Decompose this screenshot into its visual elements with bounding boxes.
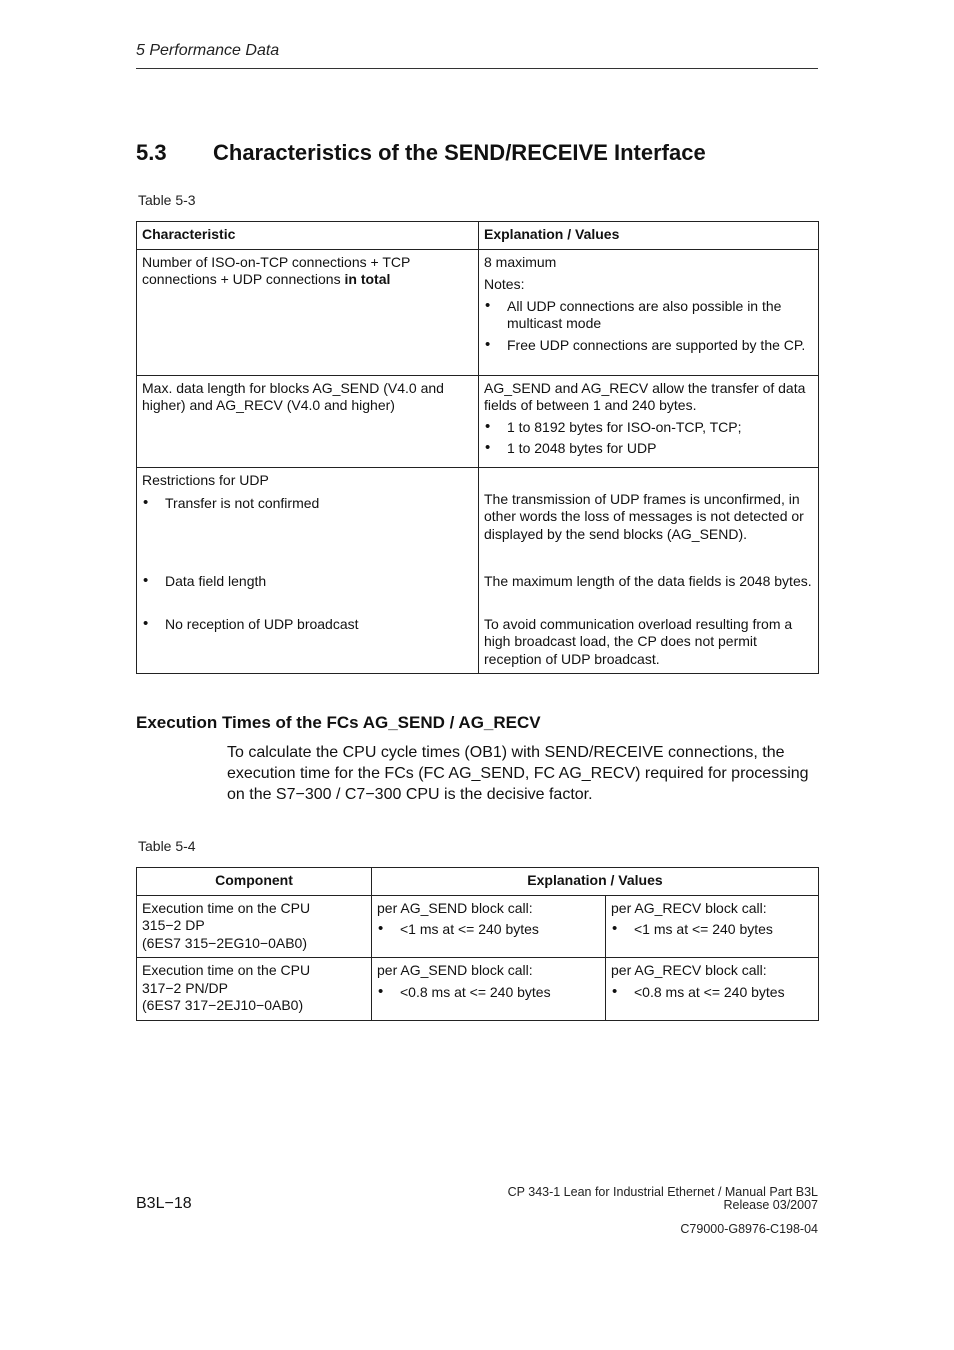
footer-release: Release 03/2007	[723, 1198, 818, 1212]
row3-explanation-3: To avoid communication overload resulting from a high broadcast load, the CP does not permit reception of UDP broadcast.	[484, 615, 793, 667]
cell-component	[137, 895, 372, 958]
component-line: 317−2 PN/DP	[142, 979, 228, 996]
cell-explanation	[479, 249, 819, 375]
cell-explanation	[479, 375, 819, 467]
table-header-row	[137, 222, 819, 250]
page-number: B3L−18	[136, 1195, 192, 1212]
section-heading	[136, 140, 818, 166]
list-item: • <1 ms at <= 240 bytes	[611, 921, 813, 939]
section-number: 5.3	[136, 140, 167, 165]
row3-restriction-list	[142, 495, 473, 634]
footer-order-code: C79000-G8976-C198-04	[680, 1222, 818, 1236]
header-explanation: Explanation / Values	[372, 868, 819, 896]
footer-manual-title: CP 343-1 Lean for Industrial Ethernet / Manual Part B3L	[507, 1185, 818, 1199]
send-list	[377, 984, 600, 1002]
list-item: • Transfer is not confirmed	[142, 495, 473, 573]
header-explanation: Explanation / Values	[479, 222, 819, 250]
table-row	[137, 375, 819, 467]
table-row	[137, 958, 819, 1021]
header-divider	[136, 68, 818, 69]
subsection-heading: Execution Times of the FCs AG_SEND / AG_RECV	[136, 713, 541, 732]
row3-label: Restrictions for UDP	[142, 471, 269, 488]
row3-explanation-2: The maximum length of the data fields is 2048 bytes.	[484, 572, 812, 589]
body-paragraph: To calculate the CPU cycle times (OB1) with SEND/RECEIVE connections, the execution time for the FCs (FC AG_SEND, FC AG_RECV) required for processing on the S7−300 / C7−300 CPU is the decisive factor.	[227, 744, 809, 803]
list-item: • Data field length	[142, 573, 473, 616]
send-label: per AG_SEND block call:	[377, 962, 533, 978]
row3-explanation-1: The transmission of UDP frames is unconfirmed, in other words the loss of messages is not detected or displayed by the send blocks (AG_SEND).	[484, 490, 804, 542]
header-component: Component	[137, 868, 372, 896]
component-line: (6ES7 317−2EJ10−0AB0)	[142, 997, 304, 1013]
list-item: • 1 to 2048 bytes for UDP	[484, 440, 813, 458]
list-item: • Free UDP connections are supported by the CP.	[484, 337, 813, 355]
component-line: 315−2 DP	[142, 917, 205, 933]
table1-caption: Table 5-3	[138, 192, 196, 208]
row2-bullet-list	[484, 419, 813, 458]
row1-characteristic-text: Number of ISO-on-TCP connections + TCP connections + UDP connections	[142, 253, 411, 287]
list-item: • <0.8 ms at <= 240 bytes	[377, 984, 600, 1002]
send-list	[377, 921, 600, 939]
list-item: • All UDP connections are also possible in the multicast mode	[484, 298, 813, 333]
list-item: • 1 to 8192 bytes for ISO-on-TCP, TCP;	[484, 419, 813, 437]
cell-characteristic: Max. data length for blocks AG_SEND (V4.0 and higher) and AG_RECV (V4.0 and higher)	[137, 375, 479, 467]
row1-value: 8 maximum	[484, 253, 557, 270]
component-line: Execution time on the CPU	[142, 899, 311, 916]
cell-characteristic	[137, 467, 479, 674]
characteristics-table	[136, 221, 819, 674]
recv-label: per AG_RECV block call:	[611, 962, 767, 978]
recv-list	[611, 984, 813, 1002]
row1-notes-label: Notes:	[484, 276, 525, 292]
cell-recv	[606, 895, 819, 958]
table-row	[137, 895, 819, 958]
send-label: per AG_SEND block call:	[377, 899, 533, 916]
footer-info	[508, 1186, 818, 1236]
cell-send	[372, 958, 606, 1021]
cell-explanation	[479, 467, 819, 674]
table-row	[137, 467, 819, 674]
running-head-chapter: 5 Performance Data	[136, 42, 280, 59]
header-characteristic: Characteristic	[137, 222, 479, 250]
recv-label: per AG_RECV block call:	[611, 899, 767, 916]
cell-recv	[606, 958, 819, 1021]
row1-bullet-list	[484, 298, 813, 355]
row2-intro: AG_SEND and AG_RECV allow the transfer of data fields of between 1 and 240 bytes.	[484, 379, 806, 413]
recv-list	[611, 921, 813, 939]
table-row	[137, 249, 819, 375]
list-item: • <0.8 ms at <= 240 bytes	[611, 984, 813, 1002]
cell-component	[137, 958, 372, 1021]
row3-spacer	[484, 472, 813, 491]
section-title: Characteristics of the SEND/RECEIVE Interface	[213, 140, 706, 165]
component-line: (6ES7 315−2EG10−0AB0)	[142, 934, 308, 951]
row1-characteristic-bold: in total	[344, 271, 391, 287]
table2-caption: Table 5-4	[138, 838, 196, 854]
list-item: • <1 ms at <= 240 bytes	[377, 921, 600, 939]
cell-send	[372, 895, 606, 958]
execution-times-table	[136, 867, 819, 1021]
cell-characteristic	[137, 249, 479, 375]
table-header-row	[137, 868, 819, 896]
list-item: • No reception of UDP broadcast	[142, 616, 473, 634]
component-line: Execution time on the CPU	[142, 962, 311, 978]
